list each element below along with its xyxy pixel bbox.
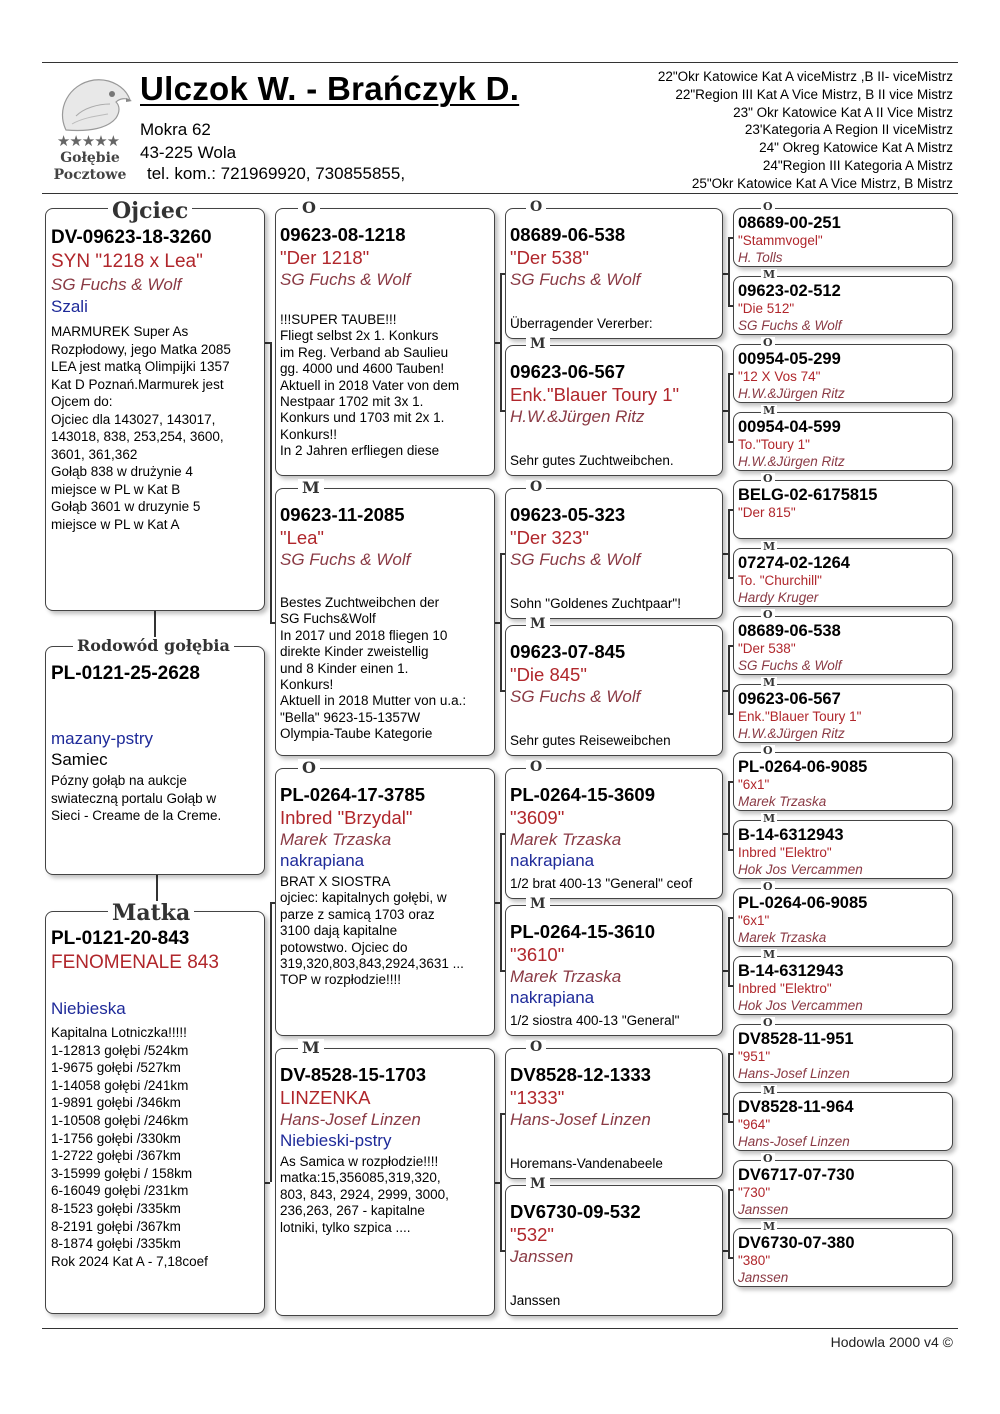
sex-caption: O xyxy=(763,1016,773,1029)
grandparent-breeder: Marek Trzaska xyxy=(280,830,392,849)
grandparent-breeder: Hans-Josef Linzen xyxy=(280,1110,421,1129)
ancestor-ring: PL-0264-06-9085 xyxy=(738,894,868,912)
logo-text: Gołębie Pocztowe xyxy=(53,150,127,183)
sex-caption: O xyxy=(526,200,546,214)
mother-ring: PL-0121-20-843 xyxy=(51,928,190,949)
ancestor-ring: DV8528-11-951 xyxy=(738,1030,854,1048)
ancestor-card[interactable] xyxy=(733,820,953,879)
ancestor-ring: 00954-04-599 xyxy=(738,418,841,436)
ggp-notes: 1/2 siostra 400-13 "General" xyxy=(510,1013,680,1028)
grandparent-ring: DV-8528-15-1703 xyxy=(280,1064,427,1085)
sex-caption: M xyxy=(763,1220,776,1233)
ancestor-name: "Der 538" xyxy=(738,641,796,656)
card-content xyxy=(738,690,949,742)
logo-stars: ★★★★★ xyxy=(56,133,120,150)
grandparent-ring: PL-0264-17-3785 xyxy=(280,784,426,805)
sex-caption: M xyxy=(526,1177,550,1191)
ancestor-ring: PL-0264-06-9085 xyxy=(738,758,868,776)
ancestor-name: "Stammvogel" xyxy=(738,233,823,248)
ancestor-card[interactable] xyxy=(733,548,953,607)
grandparent-ring: 09623-11-2085 xyxy=(280,504,405,525)
great-grandparent-card[interactable] xyxy=(505,208,723,339)
grandparent-card[interactable] xyxy=(275,768,495,1036)
achievement-line: 22"Okr Katowice Kat A viceMistrz ,B II- viceMistrz xyxy=(657,69,953,84)
card-content xyxy=(510,1201,719,1267)
page-title: Ulczok W. - Brańczyk D. xyxy=(140,70,520,107)
sex-caption: M xyxy=(763,1084,776,1097)
ancestor-card[interactable] xyxy=(733,888,953,947)
ggp-breeder: Janssen xyxy=(510,1247,574,1266)
card-content xyxy=(738,894,949,946)
father-notes: MARMUREK Super As Rozpłodowy, jego Matka 2085 LEA jest matką Olimpijki 1357 Kat D Poznań.Marmurek jest Ojcem do: Ojciec dla 143027, 143017, 143018, 838, 253,254, 3600, 3601, 361,362 Gołąb 838 w drużynie 4 miejsce w PL w Kat B Gołąb 3601 w druzynie 5 miejsce w PL w Kat A xyxy=(51,324,231,532)
ggp-name: "3609" xyxy=(510,807,565,828)
ancestor-name: Inbred "Elektro" xyxy=(738,845,832,860)
subject-notes: Pózny gołąb na aukcje swiateczną portalu Gołąb w Sieci - Creame de la Creme. xyxy=(51,773,222,823)
ancestor-name: "964" xyxy=(738,1117,771,1132)
achievement-line: 22"Region III Kat A Vice Mistrz, B II vice Mistrz xyxy=(675,86,953,102)
ancestor-ring: B-14-6312943 xyxy=(738,826,844,844)
connector-line xyxy=(500,833,502,970)
ancestor-ring: 07274-02-1264 xyxy=(738,554,850,572)
grandparent-notes: As Samica w rozpłodzie!!!! matka:15,356085,319,320, 803, 843, 2924, 2999, 3000, 236,263, 267 - kapitalne lotniki, tylko szpica .... xyxy=(280,1154,449,1235)
sex-caption: M xyxy=(526,897,550,911)
mother-card[interactable] xyxy=(45,911,265,1314)
ggp-notes: 1/2 brat 400-13 "General" ceof xyxy=(510,876,693,891)
ggp-breeder: H.W.&Jürgen Ritz xyxy=(510,407,645,426)
ggp-name: "Der 538" xyxy=(510,247,589,268)
ancestor-breeder: Hok Jos Vercammen xyxy=(738,998,863,1013)
ggp-name: "3610" xyxy=(510,944,565,965)
ancestor-breeder: Hardy Kruger xyxy=(738,590,819,605)
sex-caption: M xyxy=(526,337,550,351)
grandparent-card[interactable] xyxy=(275,1048,495,1316)
great-grandparent-card[interactable] xyxy=(505,345,723,476)
achievement-line: 23'Kategoria A Region II viceMistrz xyxy=(744,122,953,138)
great-grandparent-card[interactable] xyxy=(505,768,723,899)
ancestor-breeder: Janssen xyxy=(738,1270,789,1285)
grandparent-notes: BRAT X SIOSTRA ojciec: kapitalnych gołębi, w parze z samicą 1703 oraz 3100 dają kapitalne potowstwo. Ojciec do 319,320,803,843,2924,3631 ... TOP w rozpłodzie!!!! xyxy=(280,874,464,988)
ancestor-card[interactable] xyxy=(733,344,953,403)
card-content xyxy=(280,224,491,460)
subject-ring: PL-0121-25-2628 xyxy=(51,663,200,684)
mother-caption: Matka xyxy=(108,901,194,925)
ancestor-name: "Der 815" xyxy=(738,505,796,520)
ancestor-ring: 09623-02-512 xyxy=(738,282,841,300)
pedigree-caption: Rodowód gołębia xyxy=(73,637,234,655)
ancestor-name: "380" xyxy=(738,1253,771,1268)
connector-line xyxy=(728,237,730,305)
ggp-colour: nakrapiana xyxy=(510,851,595,870)
ggp-notes: Horemans-Vandenabeele xyxy=(510,1156,663,1171)
card-content xyxy=(510,1064,719,1130)
ggp-notes: Sohn "Goldenes Zuchtpaar"! xyxy=(510,596,681,611)
ggp-ring: DV8528-12-1333 xyxy=(510,1064,651,1085)
father-breeder: SG Fuchs & Wolf xyxy=(51,275,182,294)
card-content xyxy=(510,921,719,1008)
ancestor-breeder: H.W.&Jürgen Ritz xyxy=(738,454,845,469)
ancestor-breeder: SG Fuchs & Wolf xyxy=(738,658,842,673)
ancestor-breeder: SG Fuchs & Wolf xyxy=(738,318,842,333)
ggp-breeder: SG Fuchs & Wolf xyxy=(510,687,641,706)
mother-name: FENOMENALE 843 xyxy=(51,952,219,973)
card-content xyxy=(510,504,719,570)
ancestor-breeder: H. Tolls xyxy=(738,250,783,265)
grandparent-colour: Niebieski-pstry xyxy=(280,1131,392,1150)
ancestor-name: To. "Churchill" xyxy=(738,573,822,588)
ggp-breeder: SG Fuchs & Wolf xyxy=(510,550,641,569)
connector-line xyxy=(500,273,502,410)
ancestor-ring: DV6717-07-730 xyxy=(738,1166,855,1184)
grandparent-card[interactable] xyxy=(275,208,495,476)
card-content xyxy=(738,418,949,470)
ancestor-card[interactable] xyxy=(733,684,953,743)
ggp-name: "Die 845" xyxy=(510,664,587,685)
sex-caption: O xyxy=(298,199,320,217)
ancestor-name: "730" xyxy=(738,1185,771,1200)
software-footer: Hodowla 2000 v4 © xyxy=(830,1334,953,1350)
sex-caption: M xyxy=(763,540,776,553)
address-city: 43-225 Wola xyxy=(140,143,237,162)
ancestor-ring: 08689-06-538 xyxy=(738,622,841,640)
ancestor-card[interactable] xyxy=(733,412,953,471)
ggp-ring: DV6730-09-532 xyxy=(510,1201,641,1222)
sex-caption: O xyxy=(763,472,773,485)
achievement-line: 24" Okreg Katowice Kat A Mistrz xyxy=(759,140,953,156)
sex-caption: O xyxy=(298,759,320,777)
ancestor-card[interactable] xyxy=(733,480,953,539)
sex-caption: M xyxy=(526,617,550,631)
subject-card[interactable] xyxy=(45,646,265,875)
ancestor-breeder: H.W.&Jürgen Ritz xyxy=(738,386,845,401)
great-grandparent-card[interactable] xyxy=(505,1185,723,1316)
achievement-line: 24"Region III Kategoria A Mistrz xyxy=(762,157,953,173)
sex-caption: O xyxy=(526,1040,546,1054)
great-grandparent-card[interactable] xyxy=(505,488,723,619)
ancestor-breeder: Hans-Josef Linzen xyxy=(738,1066,850,1081)
ggp-breeder: SG Fuchs & Wolf xyxy=(510,270,641,289)
address-street: Mokra 62 xyxy=(140,120,211,139)
connector-line xyxy=(728,509,730,577)
card-content xyxy=(738,486,949,521)
card-content xyxy=(280,1064,491,1236)
top-rule xyxy=(42,62,958,63)
ancestor-breeder: Marek Trzaska xyxy=(738,794,827,809)
achievement-line: 25"Okr Katowice Kat A Vice Mistrz, B Mistrz xyxy=(691,175,953,191)
card-content xyxy=(510,224,719,290)
card-content xyxy=(738,214,949,266)
card-content xyxy=(510,641,719,707)
ancestor-name: "Die 512" xyxy=(738,301,795,316)
ggp-name: "532" xyxy=(510,1224,555,1245)
ggp-ring: 09623-06-567 xyxy=(510,361,626,382)
ggp-breeder: Hans-Josef Linzen xyxy=(510,1110,651,1129)
ancestor-name: "12 X Vos 74" xyxy=(738,369,821,384)
ggp-ring: 09623-07-845 xyxy=(510,641,626,662)
sex-caption: O xyxy=(763,880,773,893)
sex-caption: O xyxy=(763,1152,773,1165)
ancestor-name: To."Toury 1" xyxy=(738,437,810,452)
grandparent-card[interactable] xyxy=(275,488,495,756)
ancestor-card[interactable] xyxy=(733,1092,953,1151)
ggp-notes: Sehr gutes Reiseweibchen xyxy=(510,733,671,748)
ancestor-name: "6x1" xyxy=(738,777,770,792)
father-caption: Ojciec xyxy=(108,199,192,223)
phone-numbers: tel. kom.: 721969920, 730855855, xyxy=(147,164,406,183)
grandparent-notes: Bestes Zuchtweibchen der SG Fuchs&Wolf In 2017 und 2018 fliegen 10 direkte Kinder zweistellig und 8 Kinder einen 1. Konkurs! Aktuell in 2018 Mutter von u.a.: "Bella" 9623-15-1357W Olympia-Taube Kategorie xyxy=(280,595,467,742)
father-colour: Szali xyxy=(51,297,88,316)
mother-notes: Kapitalna Lotniczka!!!!! 1-12813 gołębi /524km 1-9675 gołębi /527km 1-14058 gołębi /241km 1-9891 gołębi /346km 1-10508 gołębi /246km 1-1756 gołębi /330km 1-2722 gołębi /367km 3-15999 gołębi / 158km 6-16049 gołębi /231km 8-1523 gołębi /335km 8-2191 gołębi /367km 8-1874 gołębi /335km Rok 2024 Kat A - 7,18coef xyxy=(51,1025,208,1269)
connector-line xyxy=(500,1113,502,1250)
ancestor-name: "6x1" xyxy=(738,913,770,928)
subject-sex: Samiec xyxy=(51,750,108,769)
ancestor-card[interactable] xyxy=(733,208,953,267)
ancestor-breeder: Hans-Josef Linzen xyxy=(738,1134,850,1149)
connector-line xyxy=(728,781,730,849)
card-content xyxy=(738,554,949,606)
connector-line xyxy=(270,342,272,622)
ancestor-name: Enk."Blauer Toury 1" xyxy=(738,709,862,724)
mother-colour: Niebieska xyxy=(51,999,126,1018)
ancestor-breeder: Marek Trzaska xyxy=(738,930,827,945)
ancestor-card[interactable] xyxy=(733,616,953,675)
great-grandparent-card[interactable] xyxy=(505,1048,723,1179)
ancestor-breeder: H.W.&Jürgen Ritz xyxy=(738,726,845,741)
ancestor-ring: 08689-00-251 xyxy=(738,214,841,232)
grandparent-breeder: SG Fuchs & Wolf xyxy=(280,550,411,569)
connector-line xyxy=(728,645,730,713)
ggp-name: "Der 323" xyxy=(510,527,589,548)
ggp-ring: PL-0264-15-3609 xyxy=(510,784,656,805)
ancestor-name: Inbred "Elektro" xyxy=(738,981,832,996)
sex-caption: M xyxy=(763,404,776,417)
ancestor-card[interactable] xyxy=(733,1228,953,1287)
card-content xyxy=(738,1098,949,1150)
ancestor-ring: BELG-02-6175815 xyxy=(738,486,878,504)
card-content xyxy=(738,1030,949,1082)
grandparent-notes: !!!SUPER TAUBE!!! Fliegt selbst 2x 1. Konkurs im Reg. Verband ab Saulieu gg. 4000 und 4600 Tauben! Aktuell in 2018 Vater von dem Nestpaar 1702 mit 3x 1. Konkurs und 1703 mit 2x 1. Konkurs!! In 2 Jahren erfliegen diese xyxy=(280,312,460,459)
grandparent-ring: 09623-08-1218 xyxy=(280,224,406,245)
ggp-ring: 09623-05-323 xyxy=(510,504,626,525)
great-grandparent-card[interactable] xyxy=(505,625,723,756)
ancestor-ring: B-14-6312943 xyxy=(738,962,844,980)
card-content xyxy=(738,350,949,402)
sex-caption: O xyxy=(763,608,773,621)
grandparent-name: "Der 1218" xyxy=(280,247,370,268)
sex-caption: O xyxy=(763,744,773,757)
ggp-notes: Sehr gutes Zuchtweibchen. xyxy=(510,453,674,468)
card-content xyxy=(738,826,949,878)
connector-line xyxy=(270,902,272,1182)
grandparent-name: LINZENKA xyxy=(280,1087,371,1108)
ggp-breeder: Marek Trzaska xyxy=(510,830,622,849)
card-content xyxy=(738,622,949,674)
grandparent-breeder: SG Fuchs & Wolf xyxy=(280,270,411,289)
ancestor-ring: DV6730-07-380 xyxy=(738,1234,855,1252)
achievements-list xyxy=(658,68,953,193)
great-grandparent-card[interactable] xyxy=(505,905,723,1036)
ggp-name: Enk."Blauer Toury 1" xyxy=(510,384,680,405)
card-content xyxy=(738,962,949,1014)
sex-caption: O xyxy=(526,760,546,774)
connector-line xyxy=(728,917,730,985)
ggp-name: "1333" xyxy=(510,1087,565,1108)
card-content xyxy=(280,784,491,989)
ancestor-name: "951" xyxy=(738,1049,771,1064)
ggp-breeder: Marek Trzaska xyxy=(510,967,622,986)
connector-line xyxy=(728,1053,730,1121)
ancestor-ring: 09623-06-567 xyxy=(738,690,841,708)
father-ring: DV-09623-18-3260 xyxy=(51,227,212,248)
card-content xyxy=(738,1234,949,1286)
sex-caption: M xyxy=(763,812,776,825)
card-content xyxy=(738,758,949,810)
sex-caption: M xyxy=(298,1039,324,1057)
grandparent-name: Inbred "Brzydal" xyxy=(280,807,413,828)
grandparent-name: "Lea" xyxy=(280,527,325,548)
ggp-ring: PL-0264-15-3610 xyxy=(510,921,656,942)
ancestor-ring: DV8528-11-964 xyxy=(738,1098,854,1116)
subject-colour: mazany-pstry xyxy=(51,729,154,748)
card-content xyxy=(738,1166,949,1218)
card-content xyxy=(738,282,949,334)
card-content xyxy=(280,504,491,743)
connector-line xyxy=(265,1182,270,1184)
header-rule xyxy=(42,193,958,194)
connector-line xyxy=(728,373,730,441)
ancestor-breeder: Janssen xyxy=(738,1202,789,1217)
father-name: SYN "1218 x Lea" xyxy=(51,251,203,272)
connector-line xyxy=(728,1189,730,1257)
ancestor-breeder: Hok Jos Vercammen xyxy=(738,862,863,877)
connector-line xyxy=(500,553,502,690)
sex-caption: M xyxy=(763,268,776,281)
ggp-notes: Janssen xyxy=(510,1293,561,1308)
sex-caption: O xyxy=(763,336,773,349)
card-content xyxy=(510,361,719,427)
sex-caption: M xyxy=(763,676,776,689)
ancestor-ring: 00954-05-299 xyxy=(738,350,841,368)
card-content xyxy=(510,784,719,871)
footer-rule xyxy=(42,1328,958,1329)
ancestor-card[interactable] xyxy=(733,752,953,811)
ancestor-card[interactable] xyxy=(733,276,953,335)
ggp-colour: nakrapiana xyxy=(510,988,595,1007)
ggp-ring: 08689-06-538 xyxy=(510,224,626,245)
ggp-notes: Überragender Vererber: xyxy=(510,316,653,331)
ancestor-card[interactable] xyxy=(733,956,953,1015)
sex-caption: M xyxy=(298,479,324,497)
sex-caption: M xyxy=(763,948,776,961)
sex-caption: O xyxy=(526,480,546,494)
ancestor-card[interactable] xyxy=(733,1160,953,1219)
achievement-line: 23" Okr Katowice Kat A II Vice Mistrz xyxy=(733,104,953,120)
ancestor-card[interactable] xyxy=(733,1024,953,1083)
father-card[interactable] xyxy=(45,208,265,611)
grandparent-colour: nakrapiana xyxy=(280,851,365,870)
sex-caption: O xyxy=(763,200,773,213)
